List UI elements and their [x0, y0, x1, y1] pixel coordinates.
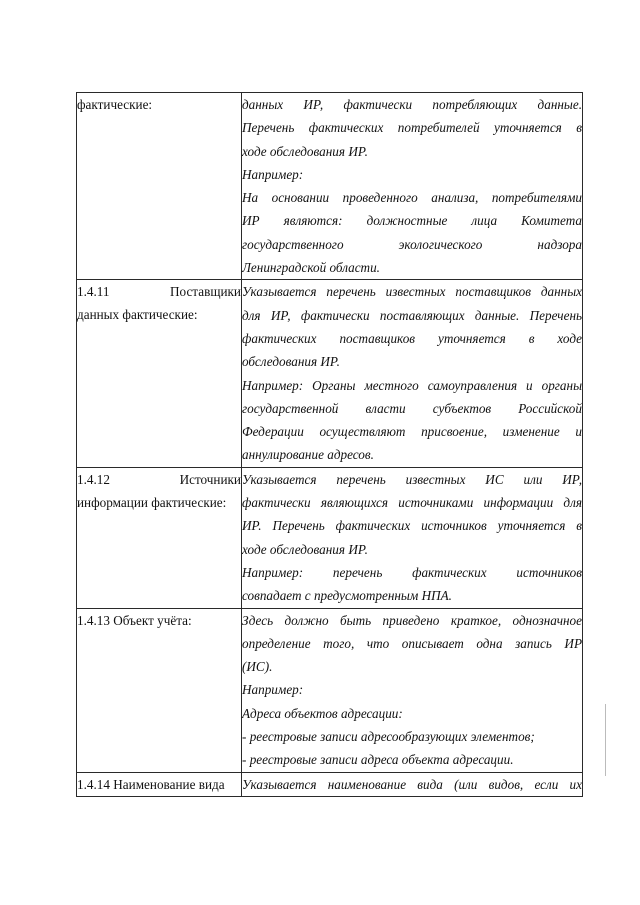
- table-body: [77, 93, 583, 797]
- row-content-line: Здесь должно быть приведено краткое, однозначное: [242, 612, 582, 628]
- row-content-line: обследования ИР.: [242, 354, 340, 370]
- row-content-line: для ИР, фактически поставляющих данные. Перечень: [242, 307, 582, 323]
- row-content-line: фактически являющихся источниками информации для: [242, 495, 582, 511]
- table-row: [77, 467, 583, 608]
- row-content-line: фактических поставщиков уточняется в ходе: [242, 330, 582, 346]
- document-table: [76, 92, 583, 797]
- row-content-line: Например: перечень фактических источников: [242, 564, 582, 580]
- row-content-line: государственного экологического надзора: [242, 236, 582, 252]
- table-row: [77, 608, 583, 772]
- row-content-line: Например: Органы местного самоуправления и органы: [242, 377, 582, 393]
- row-content-line: Указывается наименование вида (или видов, если их: [242, 776, 582, 792]
- row-label-line: фактические:: [77, 97, 153, 112]
- row-content-line: Например:: [242, 682, 304, 698]
- row-content-cell: [242, 280, 583, 467]
- row-label-line: 1.4.12 Источники: [77, 471, 241, 487]
- row-content-line: Адреса объектов адресации:: [242, 705, 403, 721]
- table-row: [77, 772, 583, 796]
- row-label-line: 1.4.11 Поставщики: [77, 284, 241, 300]
- row-label-cell: [77, 93, 242, 280]
- row-content-line: Федерации осуществляют присвоение, изменение и: [242, 424, 582, 440]
- row-label-cell: [77, 608, 242, 772]
- row-content-line: - реестровые записи адреса объекта адресации.: [242, 752, 514, 768]
- row-label-line: 1.4.14 Наименование вида: [77, 776, 225, 792]
- row-content-line: Например:: [242, 166, 304, 182]
- scan-edge-mark: [605, 704, 606, 776]
- row-content-line: государственной власти субъектов Российской: [242, 400, 582, 416]
- row-content-cell: [242, 772, 583, 796]
- row-content-line: Указывается перечень известных ИС или ИР,: [242, 471, 582, 487]
- row-label-line: информации фактические:: [77, 494, 227, 510]
- row-content-line: - реестровые записи адресообразующих элементов;: [242, 729, 535, 745]
- row-content-line: (ИС).: [242, 659, 273, 675]
- row-label-cell: [77, 280, 242, 467]
- row-label-cell: [77, 772, 242, 796]
- row-content-line: совпадает с предусмотренным НПА.: [242, 588, 452, 604]
- row-label-line: данных фактические:: [77, 307, 198, 323]
- row-content-line: ИР. Перечень фактических источников уточняется в: [242, 518, 582, 534]
- row-content-cell: [242, 93, 583, 280]
- row-label-cell: [77, 467, 242, 608]
- row-content-cell: [242, 467, 583, 608]
- row-content-line: На основании проведенного анализа, потребителями: [242, 190, 582, 206]
- table-row: [77, 93, 583, 280]
- row-content-cell: [242, 608, 583, 772]
- row-content-line: ходе обследования ИР.: [242, 143, 368, 159]
- row-content-line: определение того, что описывает одна запись ИР: [242, 635, 582, 651]
- row-label-line: 1.4.13 Объект учёта:: [77, 612, 192, 628]
- row-content-line: Перечень фактических потребителей уточняется в: [242, 120, 582, 136]
- row-content-line: ходе обследования ИР.: [242, 541, 368, 557]
- row-content-line: Указывается перечень известных поставщиков данных: [242, 284, 582, 300]
- row-content-line: данных ИР, фактически потребляющих данные.: [242, 97, 582, 112]
- row-content-line: Ленинградской области.: [242, 260, 380, 276]
- row-content-line: аннулирование адресов.: [242, 447, 374, 463]
- table-row: [77, 280, 583, 467]
- row-content-line: ИР являются: должностные лица Комитета: [242, 213, 582, 229]
